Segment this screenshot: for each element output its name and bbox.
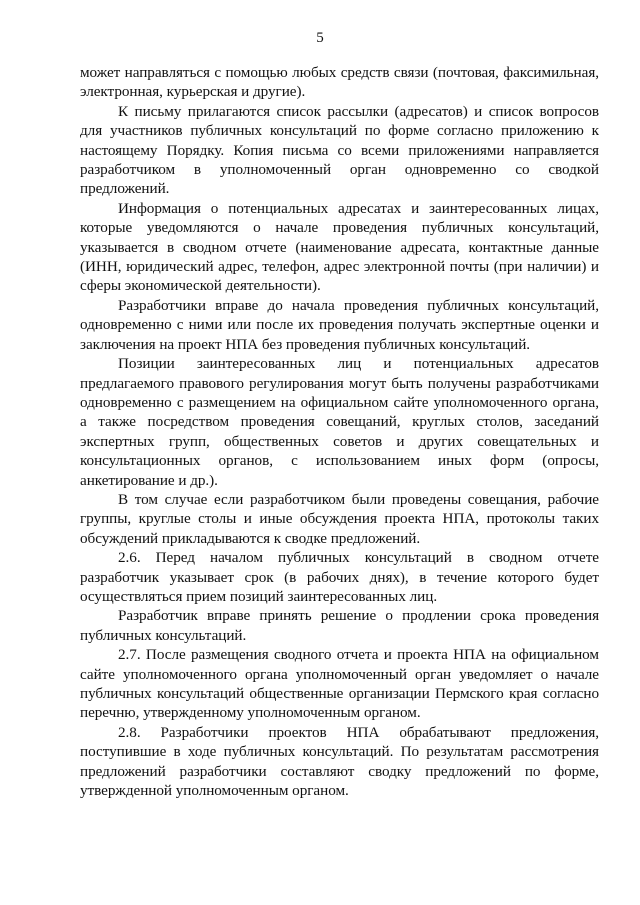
- page-number: 5: [316, 30, 324, 46]
- paragraph-expert-assessments: Разработчики вправе до начала проведения публичных консультаций, одновременно с ними или после их проведения получать экспертные оценки и заключения на проект НПА без проведения публичных консультаций.: [80, 296, 599, 353]
- paragraph-clause-2-6: 2.6. Перед началом публичных консультаций в сводном отчете разработчик указывает срок (в рабочих днях), в течение которого будет осуществляться прием позиций заинтересованных лиц.: [80, 549, 599, 605]
- paragraph-clause-2-7: 2.7. После размещения сводного отчета и проекта НПА на официальном сайте уполномоченного органа уполномоченный орган уведомляет о начале публичных консультаций общественные организации Пермского края согласно перечню, утвержденному уполномоченным органом.: [80, 646, 599, 722]
- paragraph-letter-attachments: К письму прилагаются список рассылки (адресатов) и список вопросов для участников публичных консультаций по форме согласно приложению к настоящему Порядку. Копия письма со всеми приложениями направляется разработчиком в уполномоченный орган одновременно со сводкой предложений.: [80, 102, 599, 198]
- paragraph-stakeholder-positions: Позиции заинтересованных лиц и потенциальных адресатов предлагаемого правового регулирования могут быть получены разработчиками одновременно с размещением на официальном сайте уполномоченного органа, а также посредством проведения совещаний, круглых столов, заседаний экспертных групп, общественных советов и других совещательных и консультационных органов, с использованием иных форм (опросы, анкетирование и др.).: [80, 355, 599, 489]
- paragraph-addressee-info: Информация о потенциальных адресатах и заинтересованных лицах, которые уведомляются о начале проведения публичных консультаций, указывается в сводном отчете (наименование адресата, контактные данные (ИНН, юридический адрес, телефон, адрес электронной почты (при наличии) и сферы экономической деятельности).: [80, 199, 599, 295]
- paragraph-meeting-protocols: В том случае если разработчиком были проведены совещания, рабочие группы, круглые столы и иные обсуждения проекта НПА, протоколы таких обсуждений прикладываются к сводке предложений.: [80, 490, 599, 547]
- paragraph-continuation: может направляться с помощью любых средств связи (почтовая, факсимильная, электронная, курьерская и другие).: [80, 64, 599, 101]
- paragraph-extension: Разработчик вправе принять решение о продлении срока проведения публичных консультаций.: [80, 607, 599, 644]
- document-body: [80, 63, 599, 800]
- paragraph-clause-2-8: 2.8. Разработчики проектов НПА обрабатывают предложения, поступившие в ходе публичных консультаций. По результатам рассмотрения предложений разработчики составляют сводку предложений по форме, утвержденной уполномоченным органом.: [80, 723, 599, 800]
